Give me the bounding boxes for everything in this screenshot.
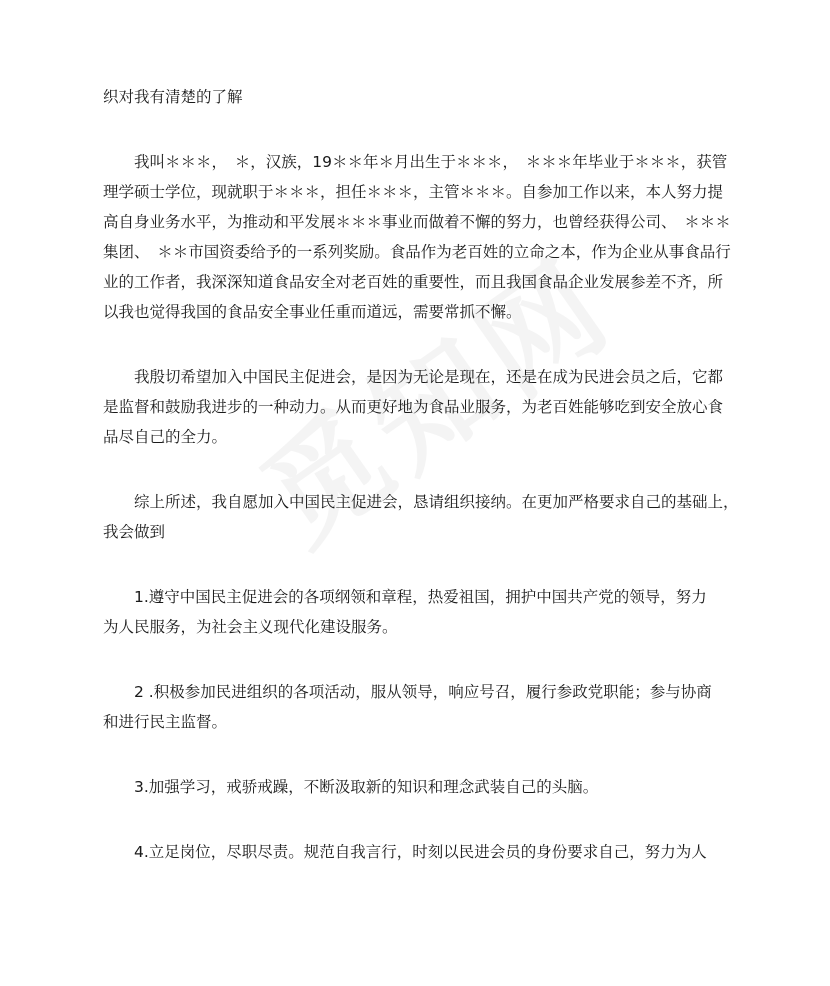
heading-line: 织对我有清楚的了解	[103, 88, 243, 106]
text-line: 2 .积极参加民进组织的各项活动，服从领导，响应号召，履行参政党职能；参与协商	[103, 683, 712, 701]
text-line: 我殷切希望加入中国民主促进会，是因为无论是现在，还是在成为民进会员之后，它都	[103, 368, 724, 386]
paragraph-introduction	[103, 147, 733, 327]
paragraph-commitment-3	[103, 772, 733, 802]
text-line: 是监督和鼓励我进步的一种动力。从而更好地为食品业服务，为老百姓能够吃到安全放心食	[103, 398, 724, 416]
document-body	[103, 82, 739, 867]
text-line: 为人民服务，为社会主义现代化建设服务。	[103, 618, 398, 636]
text-line: 我叫＊＊＊， ＊，汉族，19＊＊年＊月出生于＊＊＊， ＊＊＊年毕业于＊＊＊，获管	[103, 153, 728, 171]
text-line: 1.遵守中国民主促进会的各项纲领和章程，热爱祖国，拥护中国共产党的领导，努力	[103, 588, 707, 606]
text-line: 3.加强学习，戒骄戒躁，不断汲取新的知识和理念武装自己的头脑。	[103, 778, 599, 796]
paragraph-commitment-1	[103, 582, 733, 642]
text-line: 高自身业务水平，为推动和平发展＊＊＊事业而做着不懈的努力，也曾经获得公司、 ＊＊＊	[103, 213, 731, 231]
paragraph-motivation	[103, 362, 733, 452]
text-line: 以我也觉得我国的食品安全事业任重而道远，需要常抓不懈。	[103, 303, 522, 321]
text-line: 理学硕士学位，现就职于＊＊＊，担任＊＊＊，主管＊＊＊。自参加工作以来，本人努力提	[103, 183, 724, 201]
paragraph-commitment-2	[103, 677, 733, 737]
text-line: 集团、 ＊＊市国资委给予的一系列奖励。食品作为老百姓的立命之本，作为企业从事食品行	[103, 243, 731, 261]
text-line: 4.立足岗位，尽职尽责。规范自我言行，时刻以民进会员的身份要求自己，努力为人	[103, 843, 707, 861]
text-line: 我会做到	[103, 523, 166, 541]
text-line: 和进行民主监督。	[103, 713, 228, 731]
text-line: 综上所述，我自愿加入中国民主促进会，恳请组织接纳。在更加严格要求自己的基础上，	[103, 493, 739, 511]
paragraph-summary	[103, 487, 739, 547]
text-line: 品尽自己的全力。	[103, 428, 228, 446]
paragraph-commitment-4	[103, 837, 733, 867]
text-line: 业的工作者，我深深知道食品安全对老百姓的重要性，而且我国食品企业发展参差不齐，所	[103, 273, 724, 291]
